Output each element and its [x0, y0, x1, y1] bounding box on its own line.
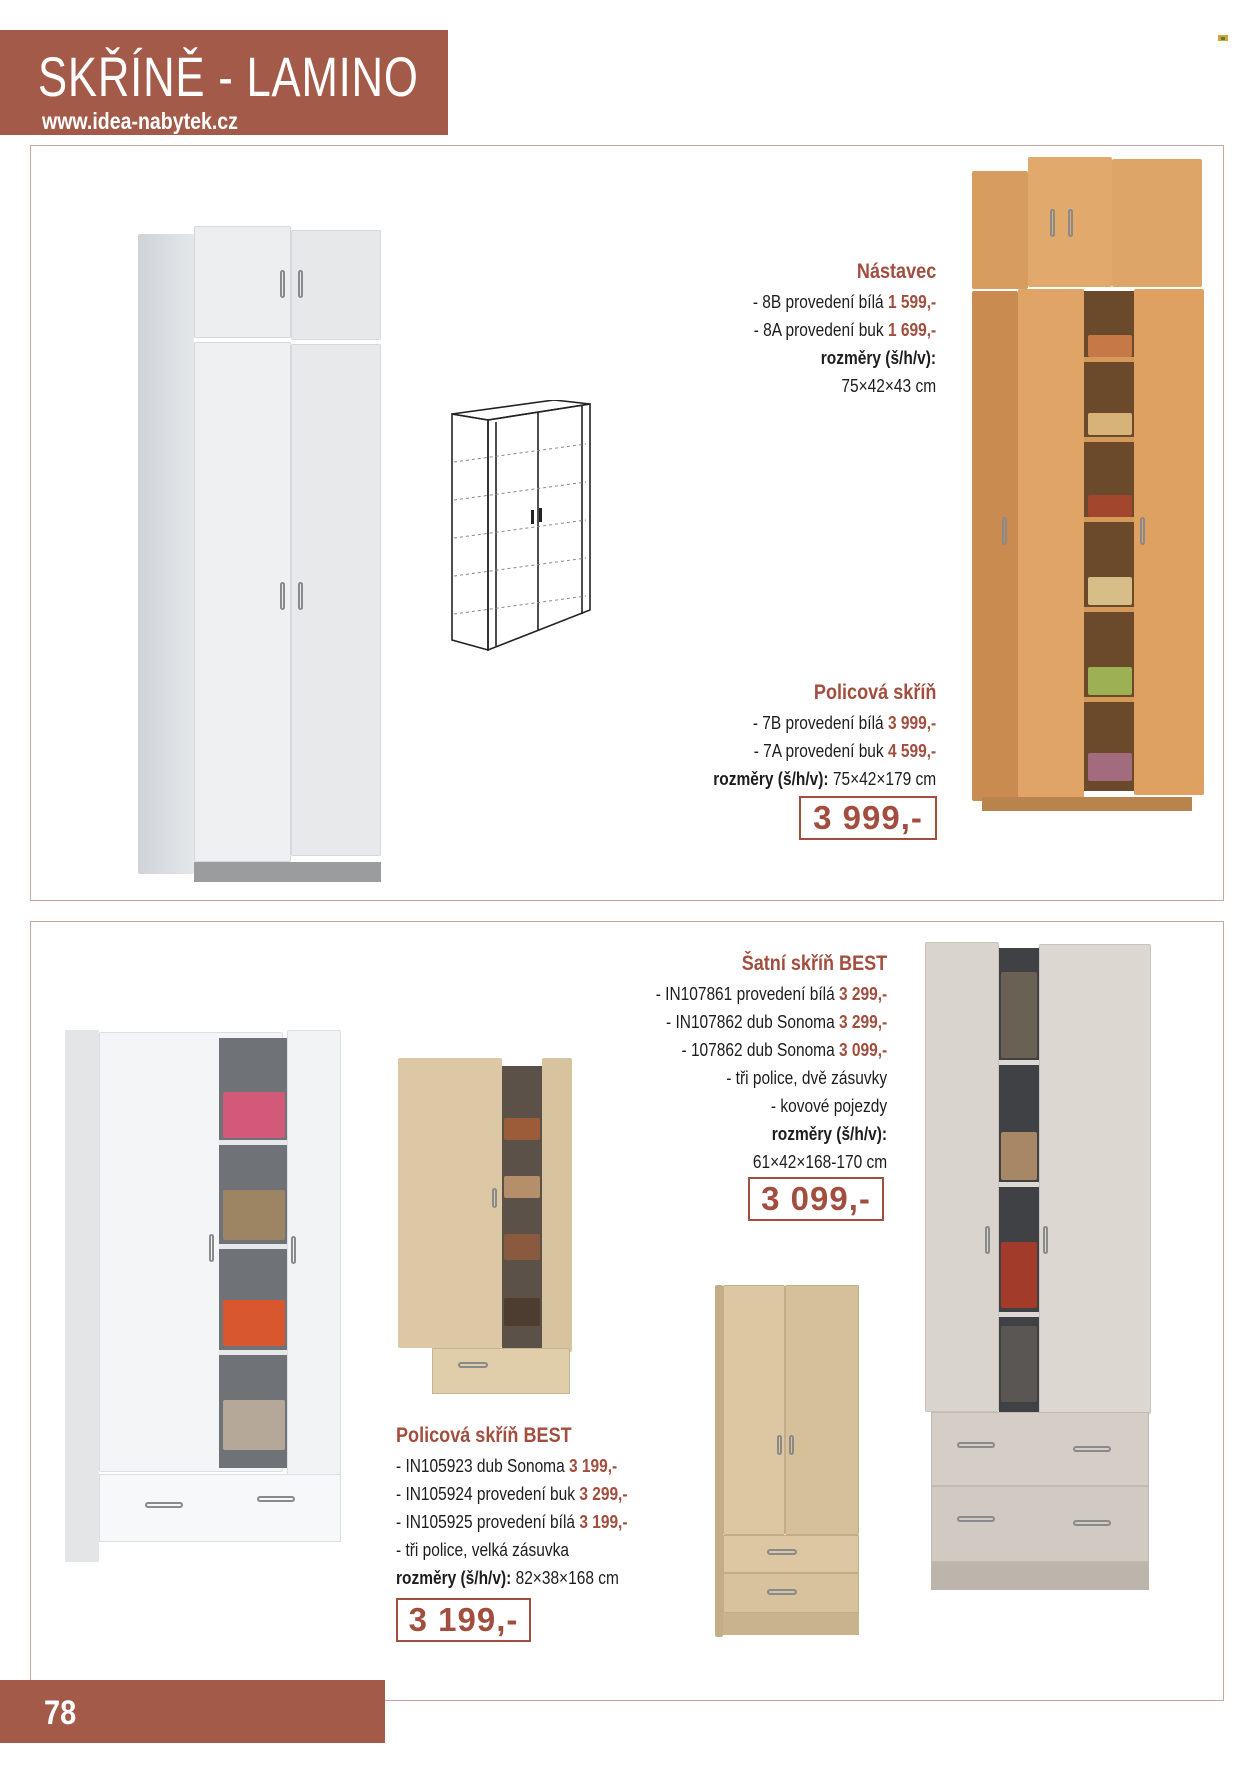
handle-icon [1050, 209, 1055, 237]
handle-icon [767, 1549, 797, 1555]
handle-icon [957, 1516, 995, 1522]
policova-skrin-best-dims: rozměry (š/h/v): 82×38×168 cm [396, 1568, 619, 1588]
handle-icon [492, 1188, 497, 1208]
handle-icon [145, 1502, 183, 1508]
handle-icon [1073, 1446, 1111, 1452]
satni-skrin-best-price-box: 3 099,- [748, 1177, 884, 1221]
nastavec-title: Nástavec [856, 260, 936, 283]
policova-skrin-line-7a: - 7A provedení buk 4 599,- [753, 741, 936, 761]
handle-icon [298, 582, 303, 610]
handle-icon [777, 1435, 782, 1455]
beech-shelf-wardrobe-image [972, 157, 1206, 813]
handle-icon [957, 1442, 995, 1448]
policova-skrin-best-price-box: 3 199,- [396, 1598, 531, 1642]
shelf-cabinet-line-drawing [450, 400, 592, 652]
satni-skrin-best-line-1: - IN107861 provedení bílá 3 299,- [655, 984, 887, 1004]
handle-icon [458, 1362, 488, 1368]
handle-icon [985, 1226, 990, 1254]
small-oak-wardrobe-image [715, 1285, 861, 1641]
satni-skrin-best-line-3: - 107862 dub Sonoma 3 099,- [681, 1040, 887, 1060]
handle-icon [767, 1589, 797, 1595]
page-number: 78 [44, 1694, 77, 1732]
white-shelf-wardrobe-image [138, 226, 386, 886]
handle-icon [280, 270, 285, 298]
handle-icon [1140, 517, 1145, 545]
logo-icon [1218, 35, 1228, 41]
handle-icon [291, 1236, 296, 1264]
satni-skrin-best-title: Šatní skříň BEST [741, 952, 887, 975]
satni-skrin-best-feature-2: - kovové pojezdy [770, 1096, 887, 1116]
handle-icon [1068, 209, 1073, 237]
nastavec-line-8b: - 8B provedení bílá 1 599,- [752, 292, 936, 312]
policova-skrin-price-box: 3 999,- [799, 796, 937, 840]
satni-skrin-best-feature-1: - tři police, dvě zásuvky [726, 1068, 887, 1088]
policova-skrin-best-line-2: - IN105924 provedení buk 3 299,- [396, 1484, 628, 1504]
white-sonoma-wardrobe-image [925, 942, 1153, 1598]
handle-icon [1073, 1520, 1111, 1526]
policova-skrin-best-line-3: - IN105925 provedení bílá 3 199,- [396, 1512, 628, 1532]
policova-skrin-best-feature-1: - tři police, velká zásuvka [396, 1540, 569, 1560]
website-link[interactable]: www.idea-nabytek.cz [42, 108, 238, 134]
page-title: SKŘÍNĚ - LAMINO [38, 45, 419, 108]
policova-skrin-best-title: Policová skříň BEST [396, 1424, 572, 1447]
policova-skrin-line-7b: - 7B provedení bílá 3 999,- [752, 713, 936, 733]
handle-icon [209, 1234, 214, 1262]
satni-skrin-best-line-2: - IN107862 dub Sonoma 3 299,- [665, 1012, 887, 1032]
handle-icon [1043, 1226, 1048, 1254]
policova-skrin-dims: rozměry (š/h/v): 75×42×179 cm [713, 769, 936, 789]
white-best-wardrobe-image [65, 1030, 341, 1562]
nastavec-dims-label: rozměry (š/h/v): [820, 348, 936, 368]
oak-sonoma-open-wardrobe-image [398, 1058, 572, 1404]
handle-icon [1002, 517, 1007, 545]
policova-skrin-best-line-1: - IN105923 dub Sonoma 3 199,- [396, 1456, 618, 1476]
handle-icon [789, 1435, 794, 1455]
handle-icon [257, 1496, 295, 1502]
nastavec-line-8a: - 8A provedení buk 1 699,- [753, 320, 936, 340]
policova-skrin-title: Policová skříň [813, 681, 936, 704]
handle-icon [298, 270, 303, 298]
satni-skrin-best-dims-value: 61×42×168-170 cm [752, 1152, 887, 1172]
nastavec-dims-value: 75×42×43 cm [841, 376, 936, 396]
handle-icon [280, 582, 285, 610]
satni-skrin-best-dims-label: rozměry (š/h/v): [771, 1124, 887, 1144]
